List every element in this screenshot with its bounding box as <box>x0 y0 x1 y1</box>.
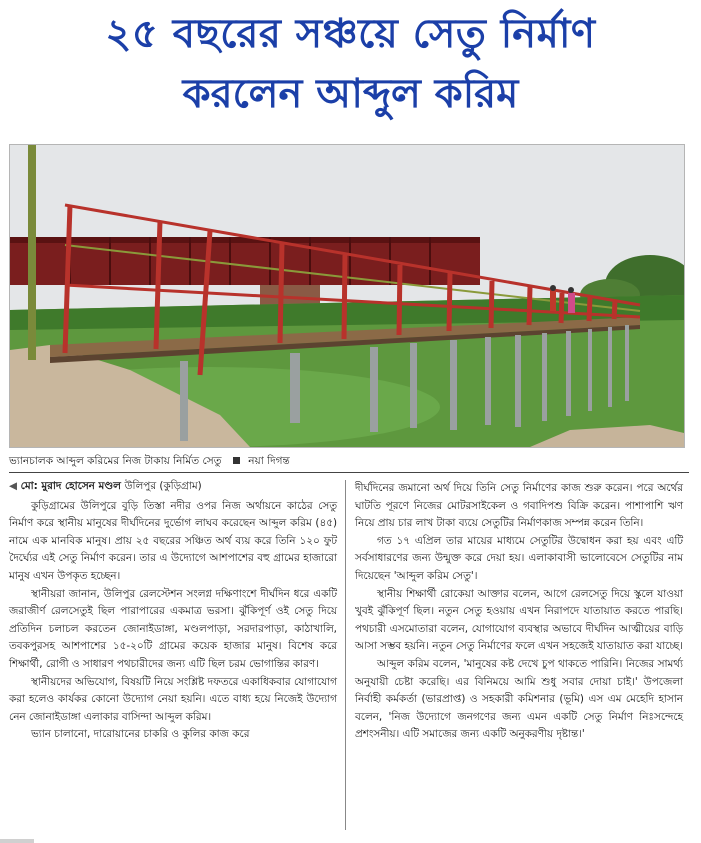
byline-place: উলিপুর (কুড়িগ্রাম) <box>124 480 202 492</box>
paragraph: ভ্যান চালানো, দারোয়ানের চাকরি ও কুলির কাজ করে <box>31 728 250 741</box>
column-divider <box>345 480 346 830</box>
bridge-photo-illustration <box>10 145 684 447</box>
caption-credit: নয়া দিগন্ত <box>248 455 290 467</box>
headline-line-2: করলেন আব্দুল করিম <box>182 71 519 117</box>
article-column-right <box>355 480 683 744</box>
square-bullet-icon <box>233 457 240 464</box>
paragraph: গত ১৭ এপ্রিল তার মায়ের মাধ্যমে সেতুটির উদ্বোধন করা হয় এবং এটি সর্বসাধারণের জন্য উন্মুক্ত করে দেয়া হয়। এলাকাবাসী ভালোবেসে সেতুটির নাম দিয়েছেন 'আব্দুল করিম সেতু'। <box>355 534 683 582</box>
paragraph: স্থানীয়দের অভিযোগ, বিষয়টি নিয়ে সংশ্লিষ্ট দফতরে একাধিকবার যোগাযোগ করা হলেও কার্যকর কোনো উদ্যোগ নেয়া হয়নি। এতে বাধ্য হয়ে নিজেই উদ্যোগ নেন জোনাইডাঙ্গা এলাকার বাসিন্দা আব্দুল করিম। <box>9 675 337 723</box>
arrow-icon: ◀ <box>9 480 21 492</box>
byline <box>9 478 337 496</box>
paragraph: স্থানীয়রা জানান, উলিপুর রেলস্টেশন সংলগ্ন দক্ষিণাংশে দীর্ঘদিন ধরে একটি জরাজীর্ণ রেলসেতুই ছিল পারাপারের একমাত্র ভরসা। ঝুঁকিপূর্ণ ওই সেতু দিয়ে প্রতিদিন চলাচল করতেন জোনাইডাঙ্গা, মণ্ডলপাড়া, সরদারপাড়া, কাঠাখালি, তবকপুরসহ আশপাশের ১৫-২০টি গ্রামের কয়েক হাজার মানুষ। বিশেষ করে শিক্ষার্থী, রোগী ও সাধারণ পথচারীদের জন্য এটি ছিল চরম ভোগান্তির কারণ। <box>9 587 337 670</box>
headline <box>0 4 701 124</box>
headline-line-1: ২৫ বছরের সঞ্চয়ে সেতু নির্মাণ <box>105 11 596 57</box>
photo-caption <box>9 452 689 470</box>
article-column-left <box>9 478 337 744</box>
paragraph: স্থানীয় শিক্ষার্থী রোকেয়া আক্তার বলেন, আগে রেলসেতু দিয়ে স্কুলে যাওয়া খুবই ঝুঁকিপূর্ণ ছিল। নতুন সেতু হওয়ায় এখন নিরাপদে যাতায়াত করতে পারছি। পথচারী এসমোতারা বলেন, যোগাযোগ ব্যবস্থার অভাবে দীর্ঘদিন আত্মীয়ের বাড়ি আসা সম্ভব হয়নি। নতুন সেতু নির্মাণের ফলে এখন সহজেই যাতায়াত করা যাচ্ছে। <box>355 587 683 653</box>
byline-author: মো: মুরাদ হোসেন মণ্ডল <box>20 480 121 492</box>
caption-rule <box>9 472 689 473</box>
paragraph: দীর্ঘদিনের জমানো অর্থ দিয়ে তিনি সেতু নির্মাণের কাজ শুরু করেন। পরে অর্থের ঘাটতি পূরণে নিজের মোটরসাইকেল ও গবাদিপশু বিক্রি করেন। পাশাপাশি ঋণ নিয়ে প্রায় চার লাখ টাকা ব্যয়ে সেতুটির নির্মাণকাজ সম্পন্ন করেন তিনি। <box>355 482 683 530</box>
bridge-photo <box>9 144 685 448</box>
caption-text: ভ্যানচালক আব্দুল করিমের নিজ টাকায় নির্মিত সেতু <box>9 455 222 467</box>
page-corner-mark <box>0 839 34 843</box>
paragraph: কুড়িগ্রামের উলিপুরে বুড়ি তিস্তা নদীর ওপর নিজ অর্থায়নে কাঠের সেতু নির্মাণ করে স্থানীয় মানুষের দীর্ঘদিনের দুর্ভোগ লাঘব করেছেন আব্দুল করিম (৪৫) নামে এক মানবিক মানুষ। প্রায় ২৫ বছরের সঞ্চিত অর্থ ব্যয় করে তিনি ১২০ ফুট দৈর্ঘ্যের এই সেতু নির্মাণ করেন। তার এ উদ্যোগে আশপাশের বহু গ্রামের হাজারো মানুষ এখন উপকৃত হচ্ছেন। <box>9 499 337 582</box>
paragraph: আব্দুল করিম বলেন, 'মানুষের কষ্ট দেখে চুপ থাকতে পারিনি। নিজের সামর্থ্য অনুযায়ী চেষ্টা করেছি। এর বিনিময়ে আমি শুধু সবার দোয়া চাই।' উপজেলা নির্বাহী কর্মকর্তা (ভারপ্রাপ্ত) ও সহকারী কমিশনার (ভূমি) এস এম মেহেদি হাসান বলেন, 'নিজ উদ্যোগে জনগণের জন্য এমন একটি সেতু নির্মাণ নিঃসন্দেহে প্রশংসনীয়। এটি সমাজের জন্য একটি অনুকরণীয় দৃষ্টান্ত।' <box>355 657 683 741</box>
